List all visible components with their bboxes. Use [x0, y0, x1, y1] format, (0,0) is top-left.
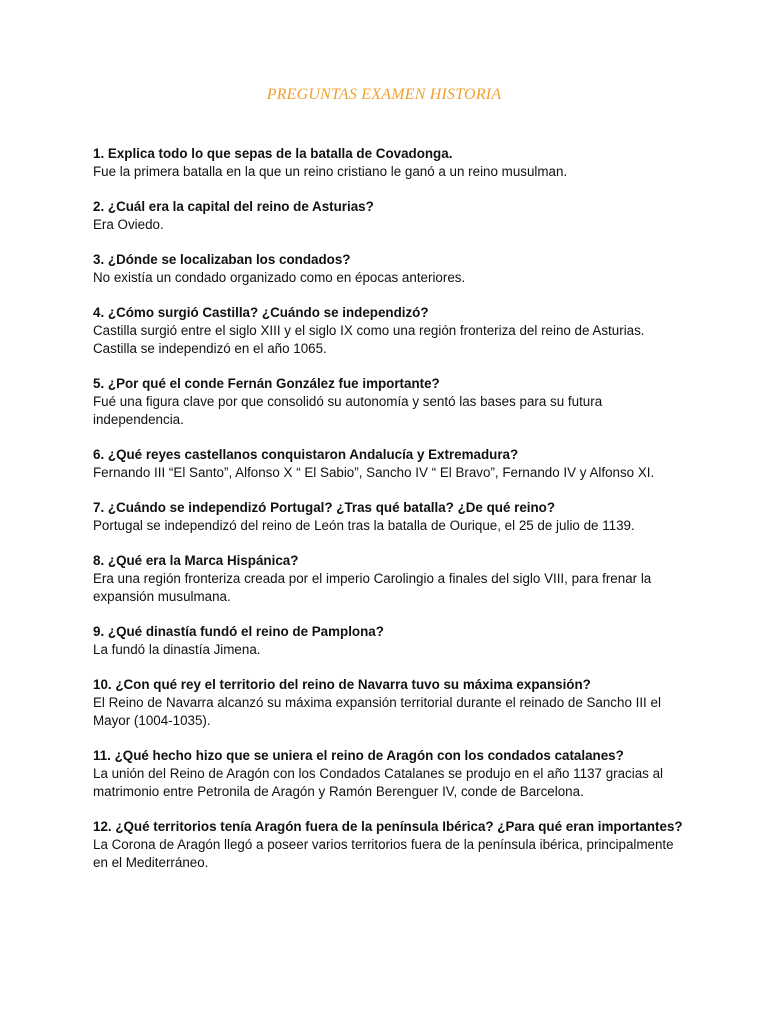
- qa-item-6: [93, 446, 683, 482]
- answer-3: No existía un condado organizado como en épocas anteriores.: [93, 270, 466, 285]
- question-10: 10. ¿Con qué rey el territorio del reino de Navarra tuvo su máxima expansión?: [93, 677, 591, 692]
- qa-item-2: [93, 198, 683, 234]
- question-9: 9. ¿Qué dinastía fundó el reino de Pamplona?: [93, 624, 384, 639]
- answer-7: Portugal se independizó del reino de León tras la batalla de Ourique, el 25 de julio de 1139.: [93, 518, 635, 533]
- qa-item-8: [93, 552, 683, 606]
- answer-9: La fundó la dinastía Jimena.: [93, 642, 261, 657]
- qa-item-3: [93, 251, 683, 287]
- answer-12: La Corona de Aragón llegó a poseer varios territorios fuera de la península ibérica, principalmente en el Mediterráneo.: [93, 837, 674, 870]
- answer-10: El Reino de Navarra alcanzó su máxima expansión territorial durante el reinado de Sancho III el Mayor (1004-1035).: [93, 695, 661, 728]
- answer-5: Fué una figura clave por que consolidó su autonomía y sentó las bases para su futura independencia.: [93, 394, 603, 427]
- answer-11: La unión del Reino de Aragón con los Condados Catalanes se produjo en el año 1137 gracias al matrimonio entre Petronila de Aragón y Ramón Berenguer IV, conde de Barcelona.: [93, 766, 664, 799]
- answer-1: Fue la primera batalla en la que un reino cristiano le ganó a un reino musulman.: [93, 164, 568, 179]
- qa-item-5: [93, 375, 683, 429]
- question-7: 7. ¿Cuándo se independizó Portugal? ¿Tras qué batalla? ¿De qué reino?: [93, 500, 556, 515]
- answer-2: Era Oviedo.: [93, 217, 164, 232]
- qa-item-9: [93, 623, 683, 659]
- question-12: 12. ¿Qué territorios tenía Aragón fuera de la península Ibérica? ¿Para qué eran importantes?: [93, 819, 683, 834]
- question-3: 3. ¿Dónde se localizaban los condados?: [93, 252, 351, 267]
- qa-item-1: [93, 145, 683, 181]
- question-11: 11. ¿Qué hecho hizo que se uniera el reino de Aragón con los condados catalanes?: [93, 748, 624, 763]
- question-6: 6. ¿Qué reyes castellanos conquistaron Andalucía y Extremadura?: [93, 447, 519, 462]
- question-8: 8. ¿Qué era la Marca Hispánica?: [93, 553, 299, 568]
- qa-item-11: [93, 747, 683, 801]
- document-title: PREGUNTAS EXAMEN HISTORIA: [266, 86, 502, 103]
- question-5: 5. ¿Por qué el conde Fernán González fue importante?: [93, 376, 440, 391]
- question-4: 4. ¿Cómo surgió Castilla? ¿Cuándo se independizó?: [93, 305, 429, 320]
- answer-8: Era una región fronteriza creada por el imperio Carolingio a finales del siglo VIII, para frenar la expansión musulmana.: [93, 571, 652, 604]
- answer-4: Castilla surgió entre el siglo XIII y el siglo IX como una región fronteriza del reino de Asturias. Castilla se independizó en el año 1065.: [93, 323, 645, 356]
- qa-item-12: [93, 818, 683, 872]
- question-1: 1. Explica todo lo que sepas de la batalla de Covadonga.: [93, 146, 453, 161]
- qa-item-4: [93, 304, 683, 358]
- qa-item-10: [93, 676, 683, 730]
- qa-item-7: [93, 499, 683, 535]
- answer-6: Fernando III “El Santo”, Alfonso X “ El Sabio”, Sancho IV “ El Bravo”, Fernando IV y Alfonso XI.: [93, 465, 655, 480]
- question-2: 2. ¿Cuál era la capital del reino de Asturias?: [93, 199, 374, 214]
- question-list: [93, 145, 683, 889]
